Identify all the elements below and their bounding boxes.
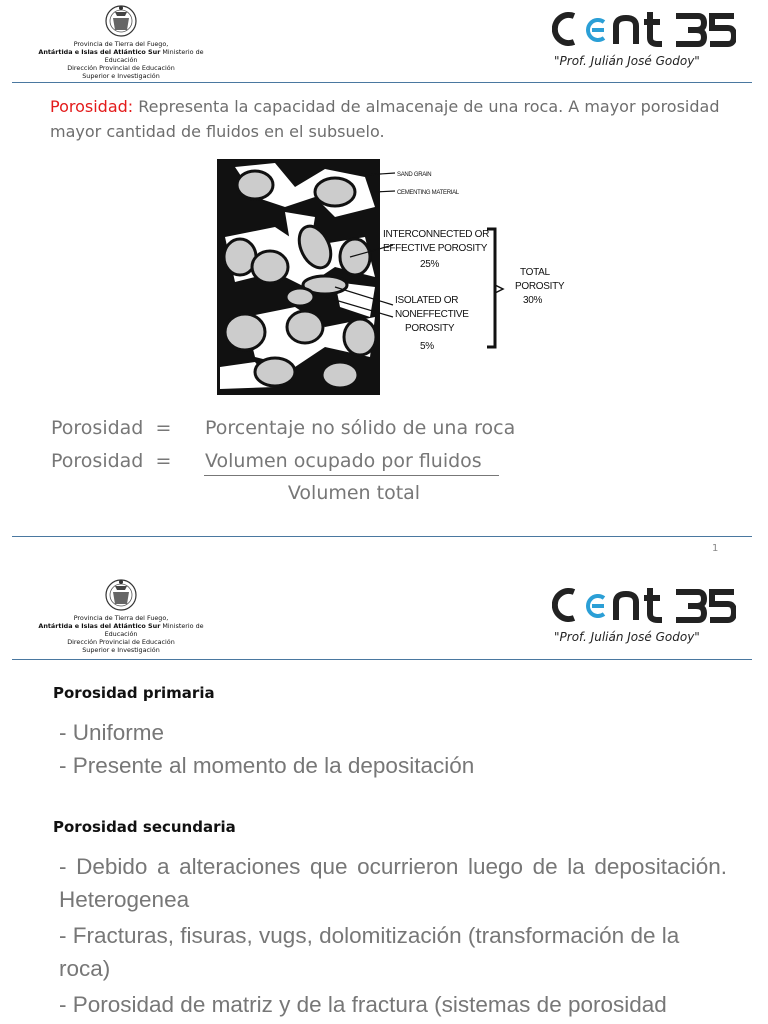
- label-total-pct: 30%: [523, 295, 543, 306]
- label-total-2: POROSITY: [515, 281, 565, 292]
- definition-term: Porosidad:: [50, 97, 134, 116]
- formula-1-lhs: Porosidad =: [51, 417, 172, 439]
- list-item: - Debido a alteraciones que ocurrieron luego de la depositación. Heterogenea: [59, 854, 727, 912]
- label-effective-1: INTERCONNECTED OR: [383, 229, 490, 240]
- porosity-definition: [50, 94, 720, 144]
- list-item: - Fracturas, fisuras, vugs, dolomitización (transformación de la roca): [59, 923, 680, 981]
- formula-2-denominator: Volumen total: [287, 482, 421, 504]
- formula-1: [51, 415, 515, 441]
- institution-line: Provincia de Tierra del Fuego,: [73, 614, 169, 622]
- institution-line: Superior e Investigación: [82, 646, 160, 654]
- primary-heading: Porosidad primaria: [53, 684, 215, 702]
- institution-line: Dirección Provincial de Educación: [67, 638, 175, 646]
- label-isolated-pct: 5%: [420, 341, 434, 352]
- header-2: [0, 574, 768, 658]
- logo-subtitle: "Prof. Julián José Godoy": [554, 54, 700, 68]
- definition-text: Representa la capacidad de almacenaje de una roca. A mayor porosidad mayor cantidad de fluidos en el subsuelo.: [50, 97, 720, 141]
- formula-2-numerator: Volumen ocupado por fluidos: [205, 450, 482, 472]
- porosity-figure: [215, 157, 570, 397]
- list-item: - Presente al momento de la depositación: [59, 752, 475, 778]
- label-effective-pct: 25%: [420, 259, 440, 270]
- institution-text: [21, 40, 221, 80]
- secondary-heading: Porosidad secundaria: [53, 818, 236, 836]
- institution-text: [21, 614, 221, 654]
- list-item: - Uniforme: [59, 720, 165, 745]
- institution-line: Dirección Provincial de Educación: [67, 64, 175, 72]
- label-isolated-3: POROSITY: [405, 323, 455, 334]
- institution-line: Superior e Investigación: [82, 72, 160, 80]
- secondary-list: [59, 851, 727, 1022]
- logo-subtitle: "Prof. Julián José Godoy": [554, 630, 700, 644]
- cent35-logo-icon: [552, 584, 736, 626]
- logo: [552, 8, 742, 68]
- logo: [552, 584, 742, 644]
- formula-2-lhs: Porosidad =: [51, 450, 172, 472]
- header-1: [0, 0, 768, 82]
- formula-1-rhs: Porcentaje no sólido de una roca: [205, 417, 516, 439]
- label-cementing: CEMENTING MATERIAL: [397, 190, 459, 196]
- header-divider: [12, 82, 752, 83]
- institution-line: Antártida e Islas del Atlántico Sur Ministerio de Educación: [38, 48, 204, 64]
- list-item: - Porosidad de matriz y de la fractura (sistemas de porosidad: [59, 992, 667, 1017]
- primary-list: [59, 717, 729, 782]
- formula-2: [51, 448, 482, 474]
- slide-divider: [12, 536, 752, 537]
- label-effective-2: EFFECTIVE POROSITY: [383, 243, 488, 254]
- cent35-logo-icon: [552, 8, 736, 50]
- coat-of-arms-icon: [103, 578, 139, 612]
- institution-line: Provincia de Tierra del Fuego,: [73, 40, 169, 48]
- label-isolated-2: NONEFFECTIVE: [395, 309, 469, 320]
- coat-of-arms-icon: [103, 4, 139, 38]
- fraction-bar: [204, 475, 499, 476]
- label-sand-grain: SAND GRAIN: [397, 172, 432, 178]
- institution-line: Antártida e Islas del Atlántico Sur Ministerio de Educación: [38, 622, 204, 638]
- page-number: 1: [712, 543, 719, 554]
- header-divider: [12, 659, 752, 660]
- label-total-1: TOTAL: [520, 267, 550, 278]
- label-isolated-1: ISOLATED OR: [395, 295, 459, 306]
